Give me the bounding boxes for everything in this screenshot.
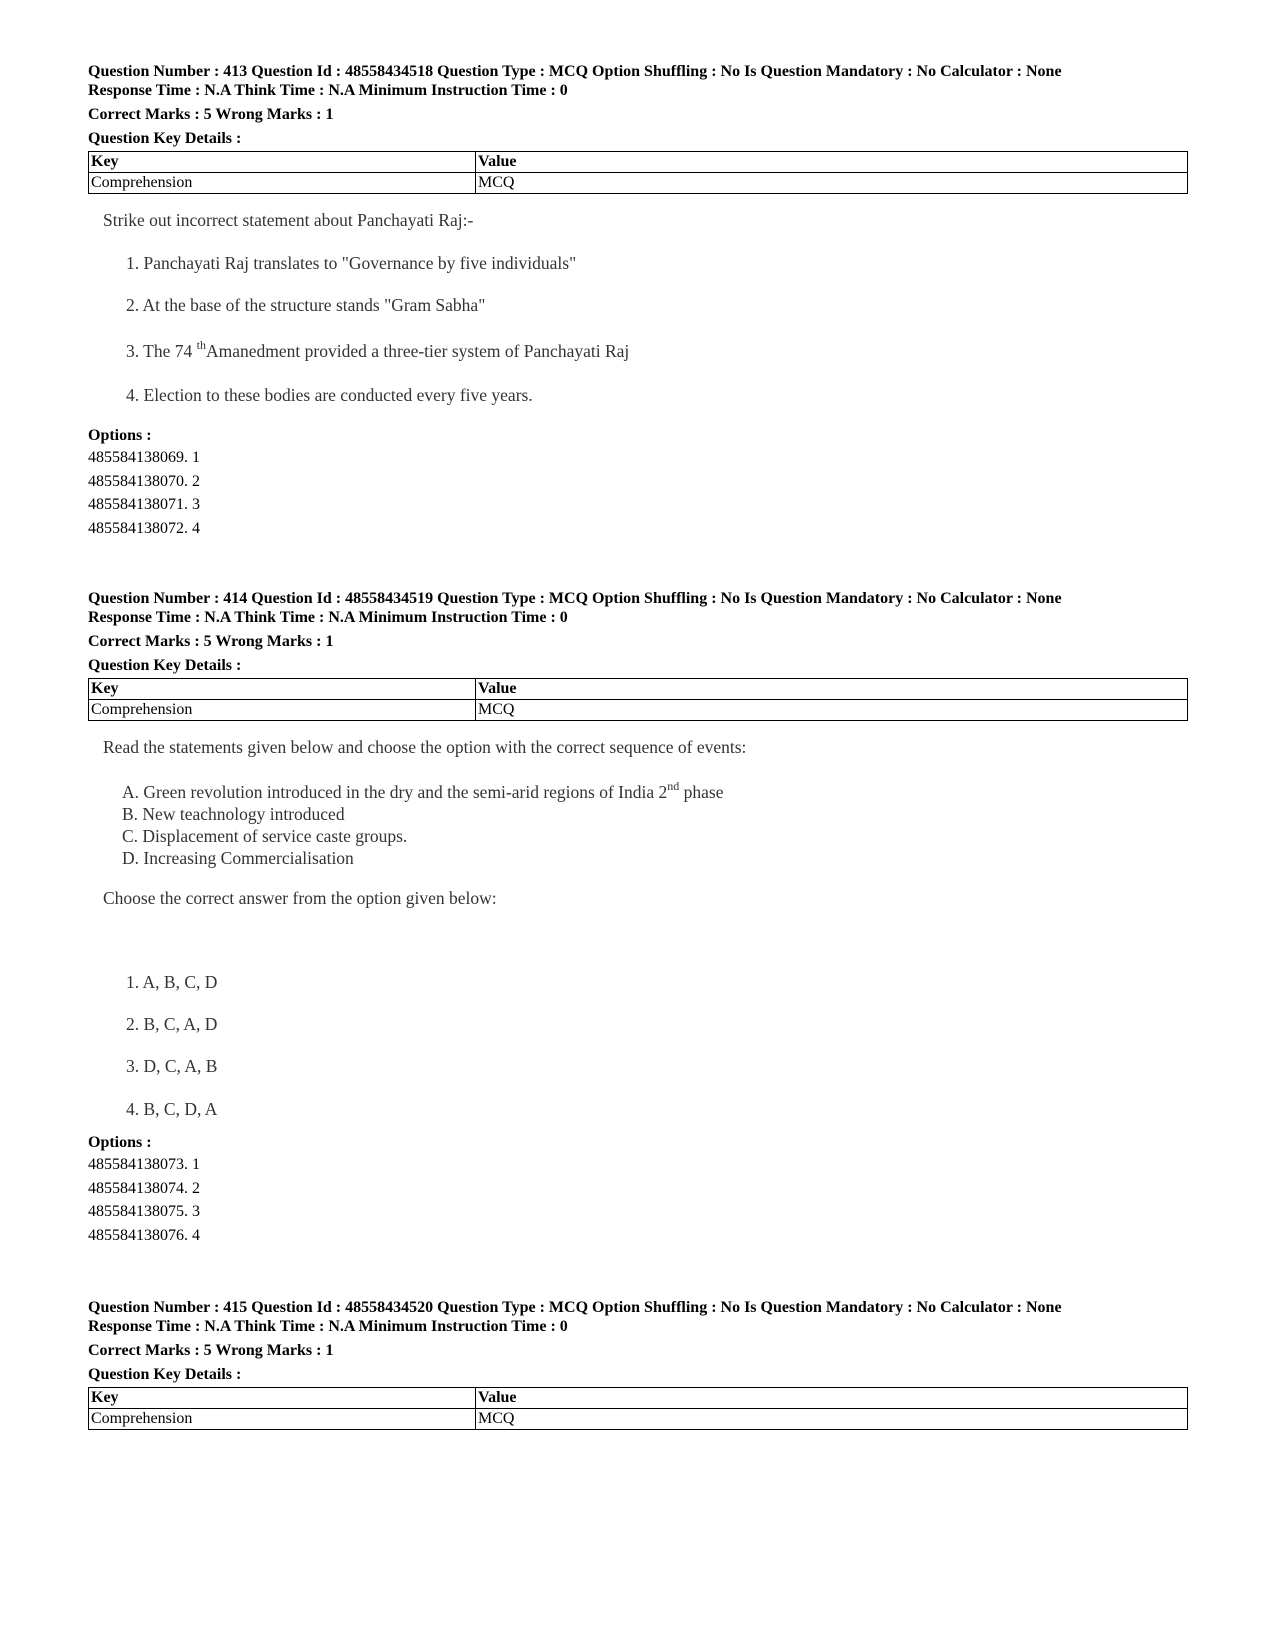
table-cell-value: MCQ: [476, 173, 1188, 194]
key-value-table: [88, 151, 1188, 194]
question-key-details-label: Question Key Details :: [88, 130, 242, 147]
choice-2: 2. B, C, A, D: [126, 1014, 218, 1034]
event-d: D. Increasing Commercialisation: [122, 848, 354, 868]
table-header-key: Key: [89, 152, 476, 173]
table-header-value: Value: [476, 679, 1188, 700]
table-cell-value: MCQ: [476, 1409, 1188, 1430]
event-a-rest: phase: [683, 782, 724, 802]
statement-4: 4. Election to these bodies are conducted every five years.: [126, 385, 533, 405]
question-body: [88, 721, 1188, 1133]
question-meta: [88, 62, 1188, 100]
table-cell-key: Comprehension: [89, 700, 476, 721]
statement-3: [126, 338, 630, 362]
table-header-row: [89, 152, 1188, 173]
question-marks: Correct Marks : 5 Wrong Marks : 1: [88, 106, 334, 123]
choice-3: 3. D, C, A, B: [126, 1056, 218, 1076]
question-meta-line1: Question Number : 414 Question Id : 48558434519 Question Type : MCQ Option Shuffling : No Is Question Mandatory : No Calculator : None: [88, 590, 1062, 607]
statement-1: 1. Panchayati Raj translates to "Governance by five individuals": [126, 253, 577, 273]
table-header-row: [89, 679, 1188, 700]
key-value-table: [88, 678, 1188, 721]
options-label: Options :: [88, 427, 152, 444]
question-meta-line1: Question Number : 415 Question Id : 48558434520 Question Type : MCQ Option Shuffling : No Is Question Mandatory : No Calculator : None: [88, 1299, 1062, 1316]
table-header-key: Key: [89, 1388, 476, 1409]
event-a-text: A. Green revolution introduced in the dry and the semi-arid regions of India 2: [122, 782, 668, 802]
question-key-details-label: Question Key Details :: [88, 1366, 242, 1383]
question-stem: Read the statements given below and choose the option with the correct sequence of events:: [103, 737, 747, 757]
table-header-value: Value: [476, 1388, 1188, 1409]
question-marks: Correct Marks : 5 Wrong Marks : 1: [88, 1342, 334, 1359]
choice-4: 4. B, C, D, A: [126, 1099, 218, 1119]
key-value-table: [88, 1387, 1188, 1430]
option-item: 485584138076. 4: [88, 1226, 200, 1244]
table-header-key: Key: [89, 679, 476, 700]
question-stem: Strike out incorrect statement about Panchayati Raj:-: [103, 210, 474, 230]
question-body: [88, 194, 1188, 426]
question-marks: Correct Marks : 5 Wrong Marks : 1: [88, 633, 334, 650]
option-item: 485584138075. 3: [88, 1203, 200, 1220]
question-prompt: Choose the correct answer from the option given below:: [103, 888, 497, 908]
option-item: 485584138073. 1: [88, 1156, 200, 1173]
question-meta-line2: Response Time : N.A Think Time : N.A Minimum Instruction Time : 0: [88, 82, 568, 99]
statement-3-rest: Amanedment provided a three-tier system of Panchayati Raj: [206, 341, 630, 361]
event-b: B. New teachnology introduced: [122, 804, 345, 824]
question-415: [88, 1298, 1188, 1430]
event-a-sup: nd: [667, 779, 680, 793]
statement-2: 2. At the base of the structure stands "Gram Sabha": [126, 295, 486, 315]
table-cell-key: Comprehension: [89, 173, 476, 194]
event-a: [122, 779, 724, 803]
event-c: C. Displacement of service caste groups.: [122, 826, 408, 846]
options-label: Options :: [88, 1134, 152, 1151]
option-item: 485584138072. 4: [88, 519, 200, 537]
question-413: [88, 62, 1188, 540]
table-header-row: [89, 1388, 1188, 1409]
question-key-details-label: Question Key Details :: [88, 657, 242, 674]
question-meta: [88, 1298, 1188, 1336]
option-item: 485584138070. 2: [88, 472, 200, 490]
statement-3-text: 3. The 74: [126, 341, 193, 361]
question-meta-line1: Question Number : 413 Question Id : 48558434518 Question Type : MCQ Option Shuffling : No Is Question Mandatory : No Calculator : None: [88, 63, 1062, 80]
option-item: 485584138074. 2: [88, 1179, 200, 1197]
question-meta: [88, 589, 1188, 627]
table-cell-value: MCQ: [476, 700, 1188, 721]
option-item: 485584138069. 1: [88, 449, 200, 466]
choice-1: 1. A, B, C, D: [126, 972, 218, 992]
question-414: [88, 589, 1188, 1247]
table-row: [89, 1409, 1188, 1430]
table-cell-key: Comprehension: [89, 1409, 476, 1430]
question-meta-line2: Response Time : N.A Think Time : N.A Minimum Instruction Time : 0: [88, 1318, 568, 1335]
statement-3-sup: th: [196, 338, 206, 352]
option-item: 485584138071. 3: [88, 496, 200, 513]
table-row: [89, 173, 1188, 194]
table-row: [89, 700, 1188, 721]
question-meta-line2: Response Time : N.A Think Time : N.A Minimum Instruction Time : 0: [88, 609, 568, 626]
table-header-value: Value: [476, 152, 1188, 173]
